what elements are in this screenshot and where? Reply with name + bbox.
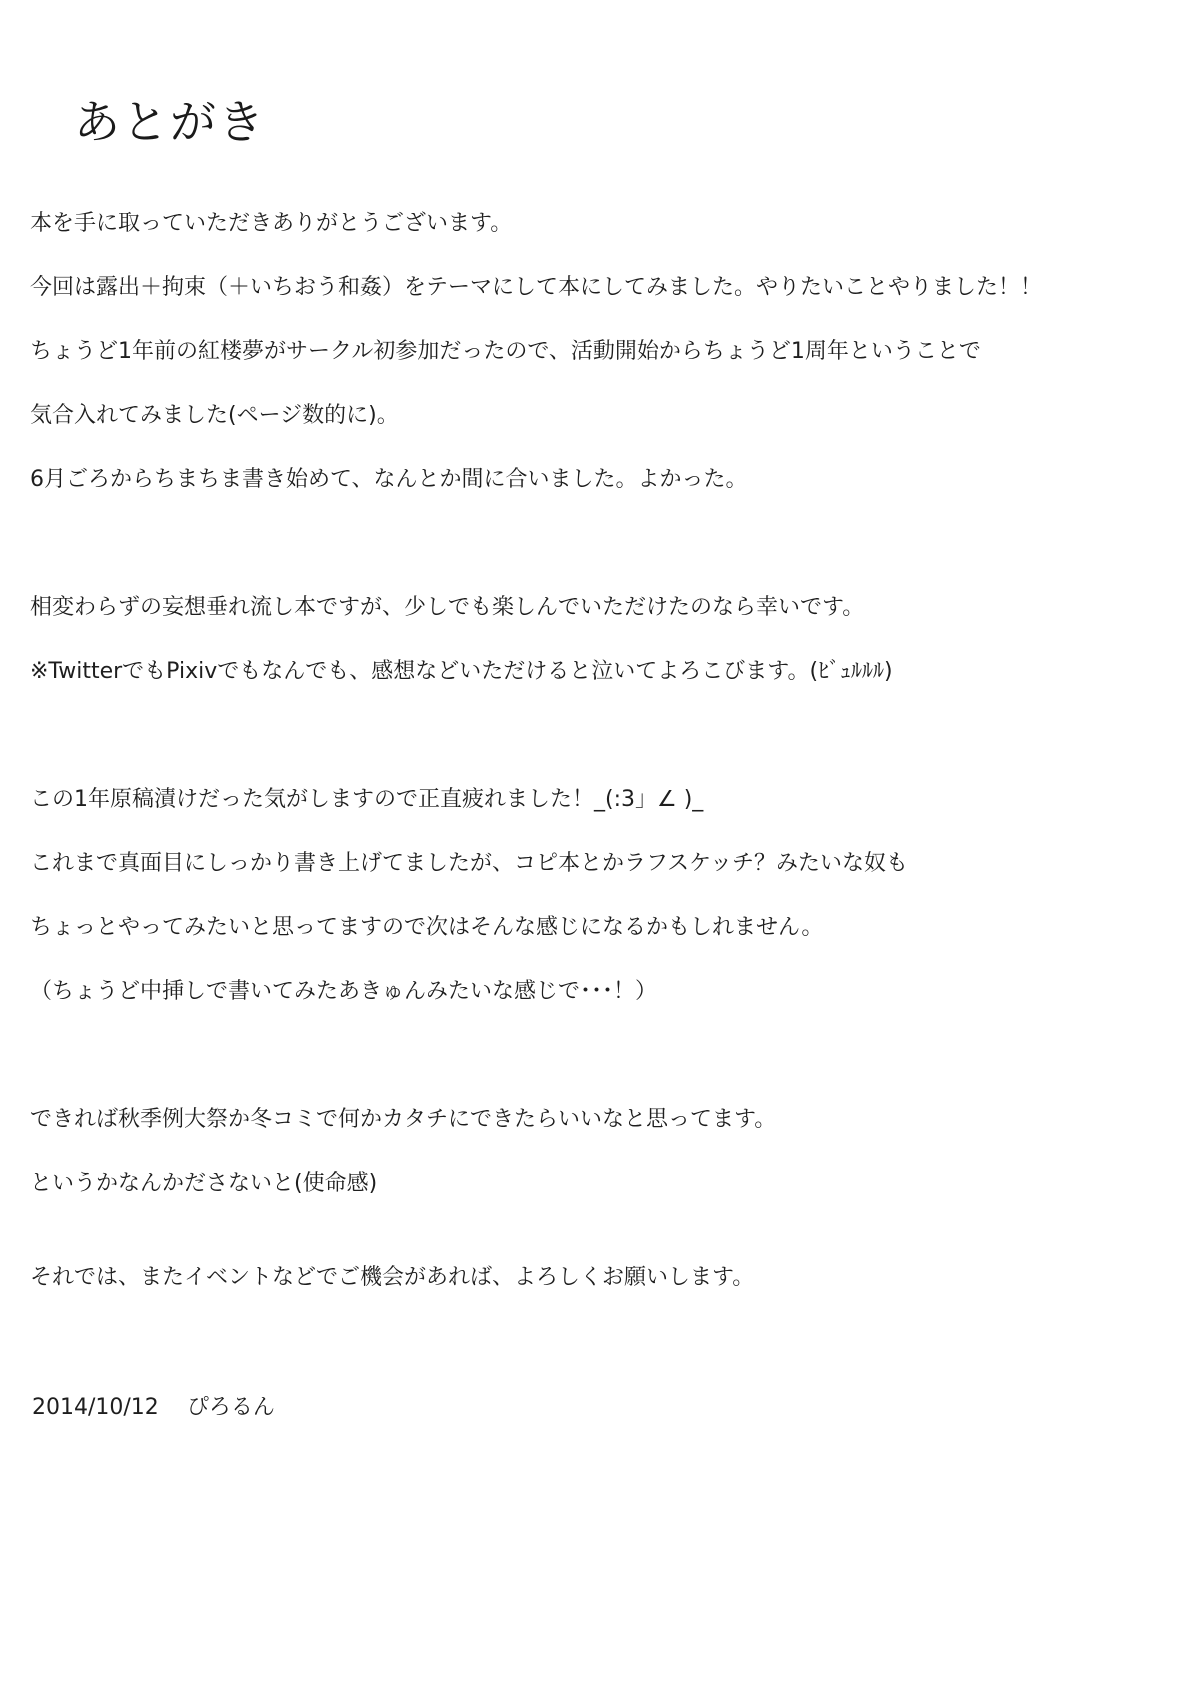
text-line-13: というかなんかださないと(使命感) [30, 1171, 378, 1196]
text-line-3: ちょうど1年前の紅楼夢がサークル初参加だったので、活動開始からちょうど1周年ということで [30, 339, 981, 364]
signature [32, 1392, 275, 1424]
text-line-7: ※TwitterでもPixivでもなんでも、感想などいただけると泣いてよろこびます。(ﾋﾞｭﾙﾙﾙ) [30, 659, 893, 684]
text-line-5: 6月ごろからちまちま書き始めて、なんとか間に合いました。よかった。 [30, 467, 748, 492]
text-line-1: 本を手に取っていただきありがとうございます。 [30, 211, 513, 236]
text-line-4: 気合入れてみました(ページ数的に)。 [30, 403, 399, 428]
signature-author: ぴろるん [186, 1395, 275, 1420]
text-line-9: これまで真面目にしっかり書き上げてましたが、コピ本とかラフスケッチ？みたいな奴も [30, 851, 909, 876]
text-line-10: ちょっとやってみたいと思ってますので次はそんな感じになるかもしれません。 [30, 915, 824, 940]
text-line-6: 相変わらずの妄想垂れ流し本ですが、少しでも楽しんでいただけたのなら幸いです。 [30, 595, 865, 620]
text-line-2: 今回は露出＋拘束（＋いちおう和姦）をテーマにして本にしてみました。やりたいことやりました！！ [30, 275, 1043, 300]
text-line-8: この1年原稿漬けだった気がしますので正直疲れました！_(:3」∠ )_ [30, 787, 704, 812]
text-line-14: それでは、またイベントなどでご機会があれば、よろしくお願いします。 [30, 1265, 755, 1290]
text-line-12: できれば秋季例大祭か冬コミで何かカタチにできたらいいなと思ってます。 [30, 1107, 777, 1132]
signature-date: 2014/10/12 [32, 1395, 159, 1420]
page-title: あとがき [74, 95, 266, 149]
text-line-11: （ちょうど中挿しで書いてみたあきゅんみたいな感じで･･･！） [30, 979, 658, 1004]
